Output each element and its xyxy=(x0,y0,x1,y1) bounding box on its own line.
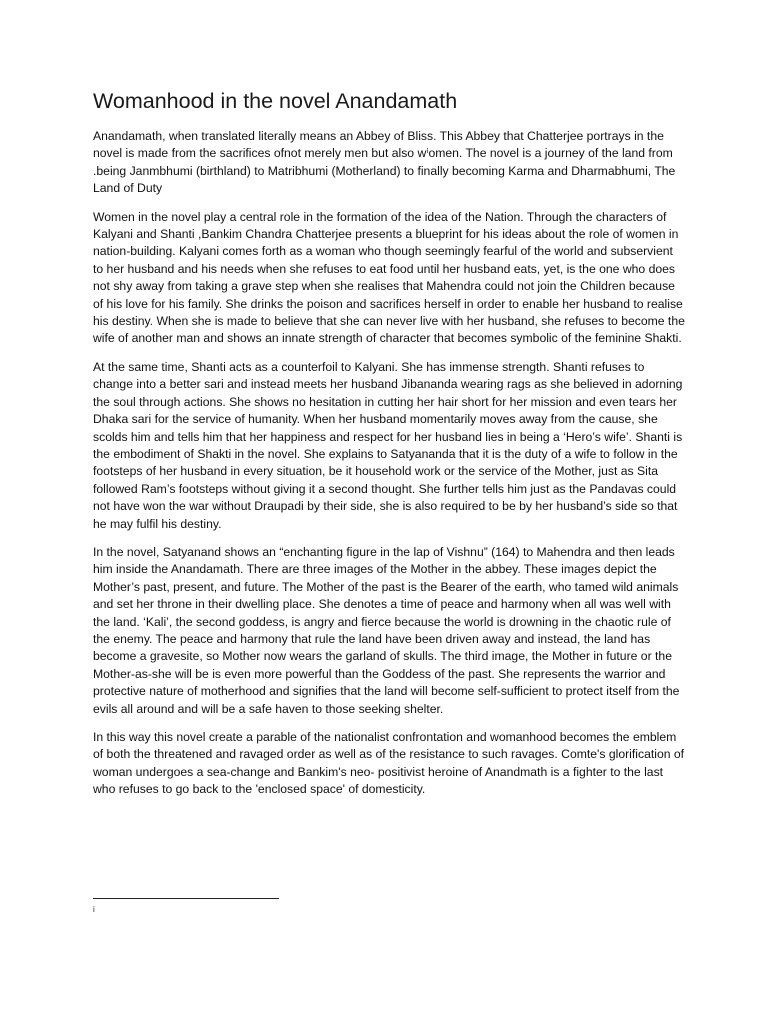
paragraph-mother-images: In the novel, Satyanand shows an “enchanting figure in the lap of Vishnu” (164) to Mahendra and then leads him inside the Anandamath. There are three images of the Mother in the abbey. These images depict the Mother’s past, present, and future. The Mother of the past is the Bearer of the earth, who tamed wild animals and set her throne in their dwelling place. She denotes a time of peace and harmony when all was well with the land. ‘Kali’, the second goddess, is angry and fierce because the world is drowning in the chaotic rule of the enemy. The peace and harmony that rule the land have been driven away and instead, the land has become a gravesite, so Mother now wears the garland of skulls. The third image, the Mother in future or the Mother-as-she will be is even more powerful than the Goddess of the past. She represents the warrior and protective nature of motherhood and signifies that the land will become self-sufficient to protect itself from the evils all around and will be a safe haven to those seeking shelter. xyxy=(93,544,680,716)
paragraph-conclusion: In this way this novel create a parable of the nationalist confrontation and womanhood becomes the emblem of both the threatened and ravaged order as well as of the resistance to such ravages. Comte's glorification of woman undergoes a sea-change and Bankim's neo- positivist heroine of Anandmath is a fighter to the last who refuses to go back to the 'enclosed space' of domesticity. xyxy=(93,730,685,797)
footnote-marker: i xyxy=(93,905,95,914)
document-body xyxy=(93,88,685,810)
footnote-separator xyxy=(93,898,279,899)
paragraph-shanti: At the same time, Shanti acts as a counterfoil to Kalyani. She has immense strength. Shanti refuses to change into a better sari and instead meets her husband Jibananda wearing rags as she believed in adorning the soul through actions. She shows no hesitation in cutting her hair short for her mission and even tears her Dhaka sari for the service of humanity. When her husband momentarily moves away from the cause, she scolds him and tells him that her happiness and respect for her husband lies in being a ‘Hero’s wife’. Shanti is the embodiment of Shakti in the novel. She explains to Satyananda that it is the duty of a wife to follow in the footsteps of her husband in every situation, be it household work or the service of the Mother, just as Sita followed Ram’s footsteps without giving it a second thought. She further tells him just as the Pandavas could not have won the war without Draupadi by their side, she is also required to be by her husband’s side so that he may fulfil his destiny. xyxy=(93,359,683,531)
document-title: Womanhood in the novel Anandamath xyxy=(93,89,458,113)
paragraph-women-role: Women in the novel play a central role in the formation of the idea of the Nation. Through the characters of Kalyani and Shanti ,Bankim Chandra Chatterjee presents a blueprint for his ideas about the role of women in nation-building. Kalyani comes forth as a woman who though seemingly fearful of the world and subservient to her husband and his needs when she refuses to eat food until her husband eats, yet, is the one who does not shy away from taking a grave step when she realises that Mahendra could not join the Children because of his love for his family. She drinks the poison and sacrifices herself in order to enable her husband to realise his destiny. When she is made to believe that she can never live with her husband, she refuses to become the wife of another man and shows an innate strength of character that becomes symbolic of the feminine Shakti. xyxy=(93,209,685,346)
paragraph-intro: Anandamath, when translated literally means an Abbey of Bliss. This Abbey that Chatterjee portrays in the novel is made from the sacrifices ofnot merely men but also wⁱomen. The novel is a journey of the land from .being Janmbhumi (birthland) to Matribhumi (Motherland) to finally becoming Karma and Dharmabhumi, The Land of Duty xyxy=(93,129,676,196)
